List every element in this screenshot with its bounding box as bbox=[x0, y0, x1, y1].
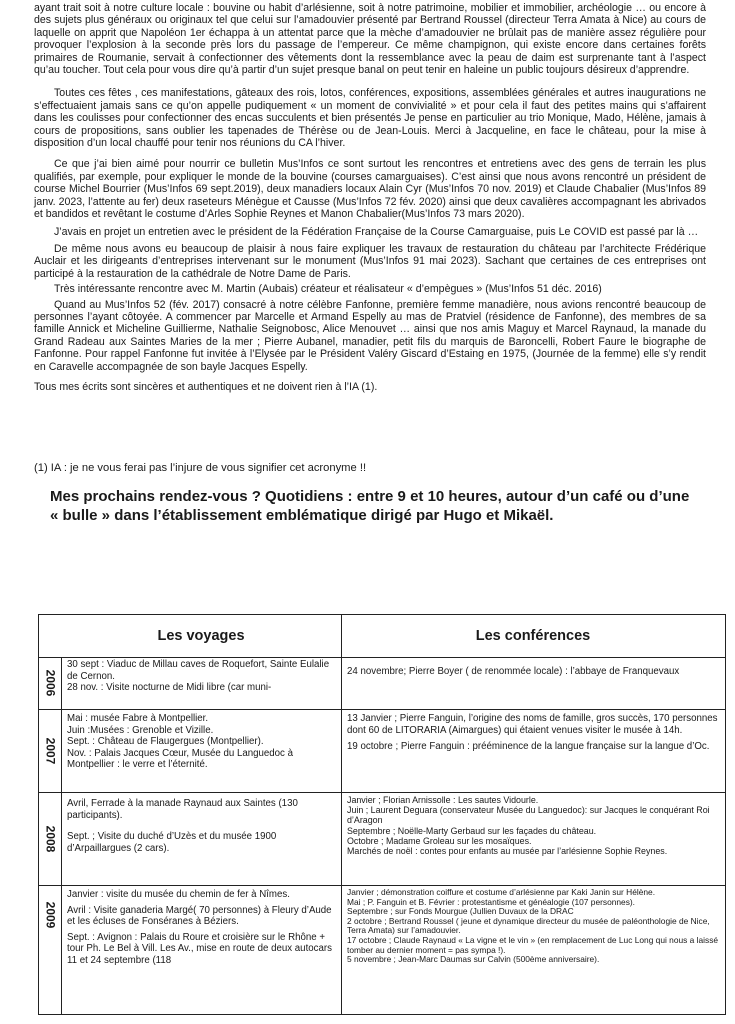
conference-item: Mai ; P. Fanguin et B. Février : protestantisme et généalogie (107 personnes). bbox=[347, 896, 636, 907]
voyage-item: 30 sept : Viaduc de Millau caves de Roquefort, Sainte Eulalie de Cernon. bbox=[67, 659, 330, 682]
conferences-cell-2007 bbox=[347, 713, 719, 790]
conference-item: Octobre ; Madame Groleau sur les mosaïques. bbox=[347, 835, 532, 846]
header-voyages: Les voyages bbox=[157, 628, 245, 644]
row-divider-2007 bbox=[39, 792, 725, 793]
conferences-cell-2009 bbox=[347, 888, 721, 1014]
voyages-cell-2006 bbox=[67, 659, 335, 707]
paragraph-rencontres-bouvine: Ce que j’ai bien aimé pour nourrir ce bulletin Mus’Infos ce sont surtout les rencontres et entretiens avec des gens de terrain les plus qualifiés, par exemple, pour expliquer le monde de la bouvine (courses camarguaises). C’est ainsi que nous avons rencontré un président de course Michel Bourrier (Mus’Infos 69 sept.2019), deux manadiers locaux Alain Cyr (Mus’Infos 70 nov. 2019) et Claude Chabalier (Mus’Infos 89 janv. 2023, l’attente au fer) deux raseteurs Ménègue et Causse (Mus’Infos 72 fév. 2020) ainsi que deux cavalières accompagnant les abrivados et bandidos et revêtant le costume d’Arles Sophie Reynes et Manon Chabalier(Mus’Infos 73 mars 2020). bbox=[34, 158, 706, 221]
footnote-ia: (1) IA : je ne vous ferai pas l’injure de vous signifier cet acronyme !! bbox=[34, 462, 367, 474]
conference-item: 24 novembre; Pierre Boyer ( de renommée locale) : l’abbaye de Franquevaux bbox=[347, 666, 680, 677]
paragraph-federation: J’avais en projet un entretien avec le président de la Fédération Française de la Course Camarguaise, puis Le COVID est passé par là … bbox=[54, 225, 699, 238]
year-label: 2009 bbox=[43, 901, 58, 929]
conferences-cell-2006 bbox=[347, 662, 719, 706]
article-body bbox=[34, 2, 706, 393]
paragraph-fanfonne: Quand au Mus’Infos 52 (fév. 2017) consacré à notre célèbre Fanfonne, première femme manadière, nous avions rencontré beaucoup de personnes l’ayant côtoyée. A commencer par Marcelle et Armand Espelly au mas de Pratviel (résidence de Fanfonne), des membres de sa famille Annick et Micheline Guillierme, Nathalie Seignobosc, Alice Menouvet … ainsi que nos amis Maguy et Marcel Raynaud, la manade du Grand Radeau aux Saintes Maries de la mer ; Pierre Aubanel, manadier, petit fils du marquis de Baroncelli, Robert Faure le biographe de Fanfonne. Pour rappel Fanfonne fut invitée à l’Elysée par le Président Valéry Giscard d’Estaing en 1975, (Journée de la femme) elle s’y rendit en Caravelle accompagnée de son bayle Jacques Espelly. bbox=[34, 298, 706, 373]
conference-item: Janvier ; démonstration coiffure et costume d’arlésienne par Kaki Janin sur Hélène. bbox=[347, 888, 656, 897]
conference-item: Septembre ; Noëlle-Marty Gerbaud sur les façades du château. bbox=[347, 825, 597, 836]
row-divider-2008 bbox=[39, 885, 725, 886]
row-divider-2006 bbox=[39, 709, 725, 710]
row-divider-header bbox=[39, 657, 725, 658]
paragraph-empegues: Très intéressante rencontre avec M. Martin (Aubais) créateur et réalisateur « d’empègues » (Mus’Infos 51 déc. 2016) bbox=[54, 283, 602, 296]
conference-item: Juin ; Laurent Deguara (conservateur Musée du Languedoc): sur Jacques le conquérant Roi d’Aragon bbox=[347, 805, 710, 826]
conferences-cell-2008 bbox=[347, 795, 721, 883]
voyage-item: 28 nov. : Visite nocturne de Midi libre (car muni- bbox=[67, 682, 272, 694]
voyages-cell-2008 bbox=[67, 798, 335, 883]
conference-item: Janvier ; Florian Arnissolle : Les sautes Vidourle. bbox=[347, 795, 539, 805]
column-divider-year bbox=[61, 657, 62, 1014]
column-divider-middle bbox=[341, 615, 342, 1014]
voyage-item: Avril : Visite ganaderia Margé( 70 personnes) à Fleury d’Aude et les écluses de Fonséranes à Béziers. bbox=[67, 904, 332, 928]
conference-item: Marchés de noël : contes pour enfants au musée par l’arlésienne Sophie Reynes. bbox=[347, 846, 668, 857]
activities-table bbox=[38, 614, 726, 1015]
rendezvous-heading: Mes prochains rendez-vous ? Quotidiens : entre 9 et 10 heures, autour d’un café ou d’une « bulle » dans l’établissement emblématique dirigé par Hugo et Mikaël. bbox=[50, 488, 690, 524]
voyages-cell-2007 bbox=[67, 713, 335, 790]
voyage-item: Janvier : visite du musée du chemin de fer à Nîmes. bbox=[67, 889, 290, 900]
voyage-item: Nov. : Palais Jacques Cœur, Musée du Languedoc à Montpellier : le verre et l’éternité. bbox=[67, 747, 293, 771]
header-conferences: Les conférences bbox=[475, 628, 591, 644]
voyage-item: Mai : musée Fabre à Montpellier. bbox=[67, 713, 209, 724]
voyage-item: Avril, Ferrade à la manade Raynaud aux Saintes (130 participants). bbox=[67, 798, 298, 821]
conference-item: Septembre ; sur Fonds Mourgue (Jullien Duvaux de la DRAC bbox=[347, 906, 574, 917]
conference-item: 17 octobre ; Claude Raynaud « La vigne et le vin » (en remplacement de Luc Long qui nous a laissé tomber au dernier moment = pas sympa !). bbox=[347, 934, 719, 955]
voyage-item: Sept. : Avignon : Palais du Roure et croisière sur le Rhône + tour Ph. Le Bel à Vill. Les Av., mise en route de deux autocars 11 et 24 septembre (118 bbox=[67, 931, 332, 966]
conference-item: 5 novembre ; Jean-Marc Daumas sur Calvin (500ème anniversaire). bbox=[347, 954, 600, 965]
year-label: 2008 bbox=[43, 825, 58, 852]
voyage-item: Juin :Musées : Grenoble et Vizille. bbox=[67, 724, 214, 736]
year-label: 2006 bbox=[43, 669, 58, 697]
voyage-item: Sept. : Château de Flaugergues (Montpellier). bbox=[67, 736, 264, 748]
paragraph-convivialite: Toutes ces fêtes , ces manifestations, gâteaux des rois, lotos, conférences, expositions, assemblées générales et autres inaugurations ne s’effectuaient jamais sans ce qu’on appelle pudiquement « un moment de convivialité » et pour cela il faut des petites mains qui s’affairent dans les coulisses pour confectionner des encas succulents et bien présentés Je pense en particulier au trio Monique, Mado, Hélène, jamais à cours de propositions, sans oublier les tapenades de Thérèse ou de Jean-Louis. Merci à Jacqueline, en face le château, pour la mise à disposition d’un local chauffé pour tenir nos réunions du CA l’hiver. bbox=[34, 87, 706, 150]
voyage-item: Sept. ; Visite du duché d’Uzès et du musée 1900 d’Arpaillargues (2 cars). bbox=[67, 831, 277, 854]
conference-item: 13 Janvier ; Pierre Fanguin, l’origine des noms de famille, gros succès, 170 personnes dont 60 de LITORARIA (Aimargues) qui étaient venues visiter le musée à 14h. bbox=[347, 713, 718, 736]
voyages-cell-2009 bbox=[67, 889, 335, 1013]
conference-item: 19 octobre ; Pierre Fanguin : prééminence de la langue française sur la langue d’Oc. bbox=[347, 741, 710, 753]
paragraph-ia: Tous mes écrits sont sincères et authentiques et ne doivent rien à l’IA (1). bbox=[34, 380, 378, 393]
paragraph-amadouvier: ayant trait soit à notre culture locale : bouvine ou habit d’arlésienne, soit à notre patrimoine, mobilier et immobilier, archéologie … ou encore à des sujets plus généraux ou originaux tel que celui sur l’amadouvier présenté par Bertrand Roussel (directeur Terra Amata à Nice) au cours de laquelle on apprit que Napoléon 1er échappa à un attentat parce que la mèche d’amadouvier ne brûlait pas de manière assez régulière pour provoquer l’explosion à la seconde près lors du passage de l’empereur. Ce même champignon, qui existe encore dans certaines forêts primaires de Roumanie, servait à confectionner des vêtements dont la ressemblance avec la peau de daim est surprenante tant à l’aspect qu’au toucher. Tout cela pour vous dire qu’à partir d’un sujet presque banal on peut tenir en haleine un public toujours désireux d’apprendre. bbox=[34, 2, 706, 77]
year-label: 2007 bbox=[43, 737, 58, 764]
conference-item: 2 octobre ; Bertrand Roussel ( jeune et dynamique directeur du musée de paléonthologie de Nice, Terra Amata) sur l’amadouvier. bbox=[347, 915, 710, 936]
paragraph-chateau-restauration: De même nous avons eu beaucoup de plaisir à nous faire expliquer les travaux de restauration du château par l’architecte Frédérique Auclair et les dirigeants d’entreprises intervenant sur le monument (Mus’Infos 91 mai 2023). Sachant que certaines de ces entreprises ont participé à la restauration de la cathédrale de Notre Dame de Paris. bbox=[34, 242, 706, 280]
